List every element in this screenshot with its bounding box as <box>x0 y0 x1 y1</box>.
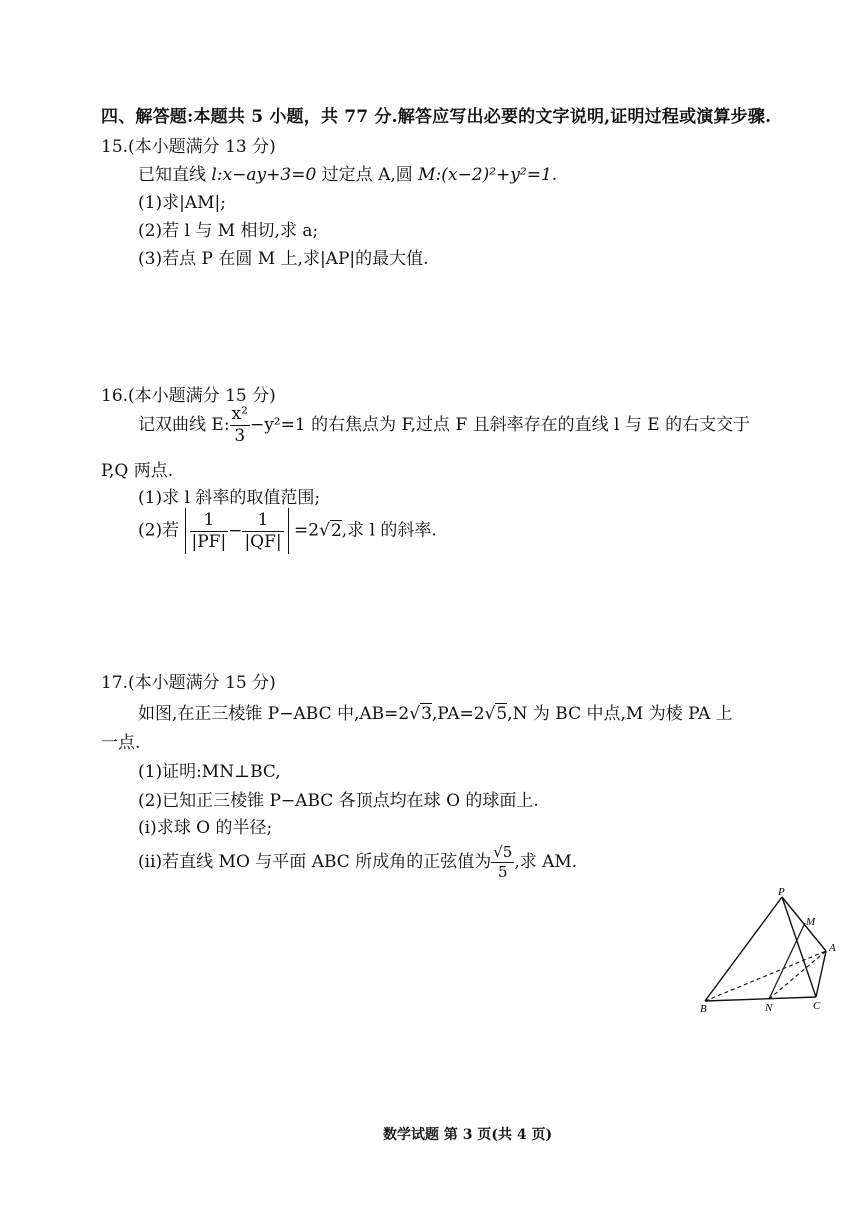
edge-PC <box>782 897 816 997</box>
q15-part3: (3)若点 P 在圆 M 上,求|AP|的最大值. <box>138 249 429 269</box>
edge-PB <box>705 897 782 1001</box>
q16-stem-suffix: −y²=1 的右焦点为 F,过点 F 且斜率存在的直线 l 与 E 的右支交于 <box>249 415 751 435</box>
q16-abs-expression <box>185 508 289 554</box>
q16-part1: (1)求 l 斜率的取值范围; <box>138 488 321 508</box>
q16-sqrt-value: 2 <box>330 520 342 541</box>
q15-stem-prefix: 已知直线 <box>138 165 212 185</box>
q16-part2-prefix: (2)若 <box>138 520 180 541</box>
q16-part2-eq: =2 <box>294 520 320 541</box>
label-A: A <box>829 942 836 954</box>
q15-title: 15.(本小题满分 13 分) <box>101 137 276 157</box>
q16-frac-denominator: 3 <box>234 426 246 446</box>
label-M: M <box>806 916 816 928</box>
q17-part2-i: (ⅰ)求球 O 的半径; <box>138 818 273 838</box>
label-C: C <box>813 1000 821 1012</box>
sqrt-icon: √ <box>484 704 496 724</box>
q17-part2-ii <box>138 845 577 880</box>
q16-fraction <box>230 406 250 445</box>
section-heading: 四、解答题:本题共 5 小题，共 77 分.解答应写出必要的文字说明,证明过程或演算步骤. <box>101 107 772 127</box>
q15-stem-mid: 过定点 A,圆 <box>316 165 419 185</box>
q16-stem-prefix: 记双曲线 E: <box>138 415 230 435</box>
q17-part2-ii-prefix: (ⅱ)若直线 MO 与平面 ABC 所成角的正弦值为 <box>138 852 492 872</box>
q15-circle-eq: M:(x−2)²+y²=1. <box>418 165 558 185</box>
q17-stem-c: ,N 为 BC 中点,M 为棱 PA 上 <box>507 704 733 724</box>
q17-stem-line2: 一点. <box>101 733 141 753</box>
q17-frac-sqrt5-over-5 <box>491 845 514 880</box>
q16-frac-pf-num: 1 <box>190 512 229 532</box>
q17-sqrt3: 3 <box>421 704 432 724</box>
label-P: P <box>778 886 785 898</box>
q16-frac-pf-den: |PF| <box>191 532 227 552</box>
label-B: B <box>700 1003 707 1015</box>
q16-frac-qf <box>242 512 283 551</box>
q15-part2: (2)若 l 与 M 相切,求 a; <box>138 221 319 241</box>
page-footer: 数学试题 第 3 页(共 4 页) <box>383 1127 553 1143</box>
q17-stem-a: 如图,在正三棱锥 P−ABC 中,AB=2 <box>138 704 410 724</box>
q17-sqrt5: 5 <box>496 704 508 724</box>
segment-MN <box>769 923 805 999</box>
q16-frac-numerator: x² <box>231 404 248 424</box>
sqrt-icon: √ <box>319 520 330 541</box>
q16-stem-line2: P,Q 两点. <box>101 461 174 481</box>
label-N: N <box>765 1002 773 1014</box>
q17-title: 17.(本小题满分 15 分) <box>101 673 276 693</box>
q17-frac-den: 5 <box>497 863 508 881</box>
q16-frac-qf-num: 1 <box>242 512 283 532</box>
q17-part2-ii-suffix: ,求 AM. <box>514 852 578 872</box>
q16-frac-pf <box>190 512 229 551</box>
q17-frac-num: √5 <box>493 843 513 861</box>
pyramid-figure <box>690 885 850 1020</box>
q16-part2-suffix: ,求 l 的斜率. <box>341 520 437 541</box>
q16-part2 <box>138 508 437 554</box>
q15-part1: (1)求|AM|; <box>138 193 226 213</box>
q16-stem <box>138 406 750 445</box>
q15-line-eq: l:x−ay+3=0 <box>211 165 317 185</box>
q17-stem <box>138 699 733 724</box>
q17-part1: (1)证明:MN⊥BC, <box>138 762 281 782</box>
q17-part2: (2)已知正三棱锥 P−ABC 各顶点均在球 O 的球面上. <box>138 791 539 811</box>
q16-minus: − <box>228 521 243 541</box>
sqrt-icon: √ <box>409 704 421 724</box>
q15-stem <box>138 160 557 185</box>
q17-stem-b: ,PA=2 <box>431 704 485 724</box>
edge-BC <box>705 997 816 1001</box>
q16-title: 16.(本小题满分 15 分) <box>101 386 276 406</box>
q16-frac-qf-den: |QF| <box>244 532 282 552</box>
